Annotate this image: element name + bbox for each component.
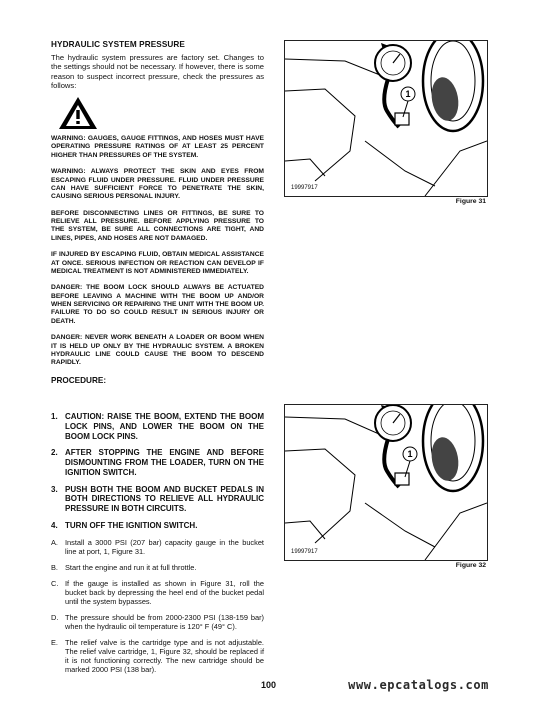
page-number: 100 [260, 680, 277, 690]
step-number: E. [51, 637, 58, 647]
step-2 [51, 448, 264, 477]
left-column [51, 40, 264, 385]
procedure-steps [51, 412, 264, 681]
step-text: PUSH BOTH THE BOOM AND BUCKET PEDALS IN BOTH DIRECTIONS TO RELIEVE ALL HYDRAULIC PRESSURE IN BOTH CIRCUITS. [65, 484, 264, 513]
step-text: Start the engine and run it at full throttle. [65, 562, 197, 572]
callout-label: 1 [407, 449, 413, 459]
step-text: The relief valve is the cartridge type and is not adjustable. The relief valve cartridge, 1, Figure 32, should be replaced if it is not functioning correctly. The new cartridge should be marked 2000 PSI (138 bar). [65, 637, 264, 674]
step-number: D. [51, 612, 59, 622]
step-number: 2. [51, 448, 58, 458]
step-e [51, 638, 264, 674]
figure-31-image [284, 40, 488, 197]
step-text: CAUTION: RAISE THE BOOM, EXTEND THE BOOM LOCK PINS, AND LOWER THE BOOM ON THE BOOM LOCK PINS. [65, 412, 264, 441]
step-number: B. [51, 562, 58, 572]
figure-id: 19997917 [291, 185, 318, 191]
figure-31-caption: Figure 31 [455, 198, 486, 205]
step-d [51, 613, 264, 631]
step-4 [51, 521, 264, 531]
step-number: 3. [51, 484, 58, 494]
warning-gauges: WARNING: GAUGES, GAUGE FITTINGS, AND HOSES MUST HAVE OPERATING PRESSURE RATINGS OF AT LEAST 25 PERCENT HIGHER THAN PRESSURES OF THE SYSTEM. [51, 135, 264, 159]
step-text: AFTER STOPPING THE ENGINE AND BEFORE DISMOUNTING FROM THE LOADER, TURN ON THE IGNITION SWITCH. [65, 448, 264, 477]
danger-beneath-loader: DANGER: NEVER WORK BENEATH A LOADER OR BOOM WHEN IT IS HELD UP ONLY BY THE HYDRAULIC SYSTEM. A BROKEN HYDRAULIC LINE COULD CAUSE THE BOOM TO DESCEND RAPIDLY. [51, 334, 264, 367]
step-number: 4. [51, 520, 58, 530]
step-text: Install a 3000 PSI (207 bar) capacity gauge in the bucket line at port, 1, Figure 31. [65, 537, 264, 556]
step-text: The pressure should be from 2000-2300 PSI (138-159 bar) when the hydraulic oil temperature is 120° F (49° C). [65, 612, 264, 631]
callout-label: 1 [405, 89, 411, 99]
warning-skin-eyes: WARNING: ALWAYS PROTECT THE SKIN AND EYES FROM ESCAPING FLUID UNDER PRESSURE. FLUID UNDER PRESSURE CAN HAVE SUFFICIENT FORCE TO PENETRATE THE SKIN, CAUSING SERIOUS PERSONAL INJURY. [51, 168, 264, 201]
step-text: If the gauge is installed as shown in Figure 31, roll the bucket back by depressing the heel end of the bucket pedal until the system bypasses. [65, 578, 264, 606]
section-intro: The hydraulic system pressures are factory set. Changes to the settings should not be necessary. If however, there is some reason to suspect incorrect pressure, check the pressures as follows: [51, 53, 264, 90]
step-b [51, 563, 264, 572]
warning-relieve-pressure: BEFORE DISCONNECTING LINES OR FITTINGS, BE SURE TO RELIEVE ALL PRESSURE. BEFORE APPLYING PRESSURE TO THE SYSTEM, BE SURE ALL CONNECTIONS ARE TIGHT, AND LINES, PIPES, AND HOSES ARE NOT DAMAGED. [51, 209, 264, 242]
step-text: TURN OFF THE IGNITION SWITCH. [65, 520, 198, 530]
step-c [51, 579, 264, 606]
danger-boom-lock: DANGER: THE BOOM LOCK SHOULD ALWAYS BE ACTUATED BEFORE LEAVING A MACHINE WITH THE BOOM UP AND/OR WHEN SERVICING OR REPAIRING THE UNIT WITH THE BOOM UP. FAILURE TO DO SO COULD RESULT IN SERIOUS INJURY OR DEATH. [51, 284, 264, 325]
figure-32-caption: Figure 32 [455, 562, 486, 569]
procedure-heading: PROCEDURE: [51, 375, 107, 385]
step-number: A. [51, 537, 58, 547]
warning-triangle-icon [58, 96, 98, 130]
warning-injury: IF INJURED BY ESCAPING FLUID, OBTAIN MEDICAL ASSISTANCE AT ONCE. SERIOUS INFECTION OR REACTION CAN DEVELOP IF MEDICAL TREATMENT IS NOT ADMINISTERED IMMEDIATELY. [51, 251, 264, 275]
step-1 [51, 412, 264, 441]
step-a [51, 538, 264, 556]
hydraulic-gauge-illustration [285, 41, 487, 196]
figure-32-image [284, 404, 488, 561]
section-title: HYDRAULIC SYSTEM PRESSURE [51, 40, 185, 49]
figure-id: 19997917 [291, 549, 318, 555]
step-number: 1. [51, 412, 58, 421]
step-3 [51, 485, 264, 514]
step-number: C. [51, 578, 59, 588]
relief-valve-illustration [285, 405, 487, 560]
watermark: www.epcatalogs.com [348, 678, 489, 692]
